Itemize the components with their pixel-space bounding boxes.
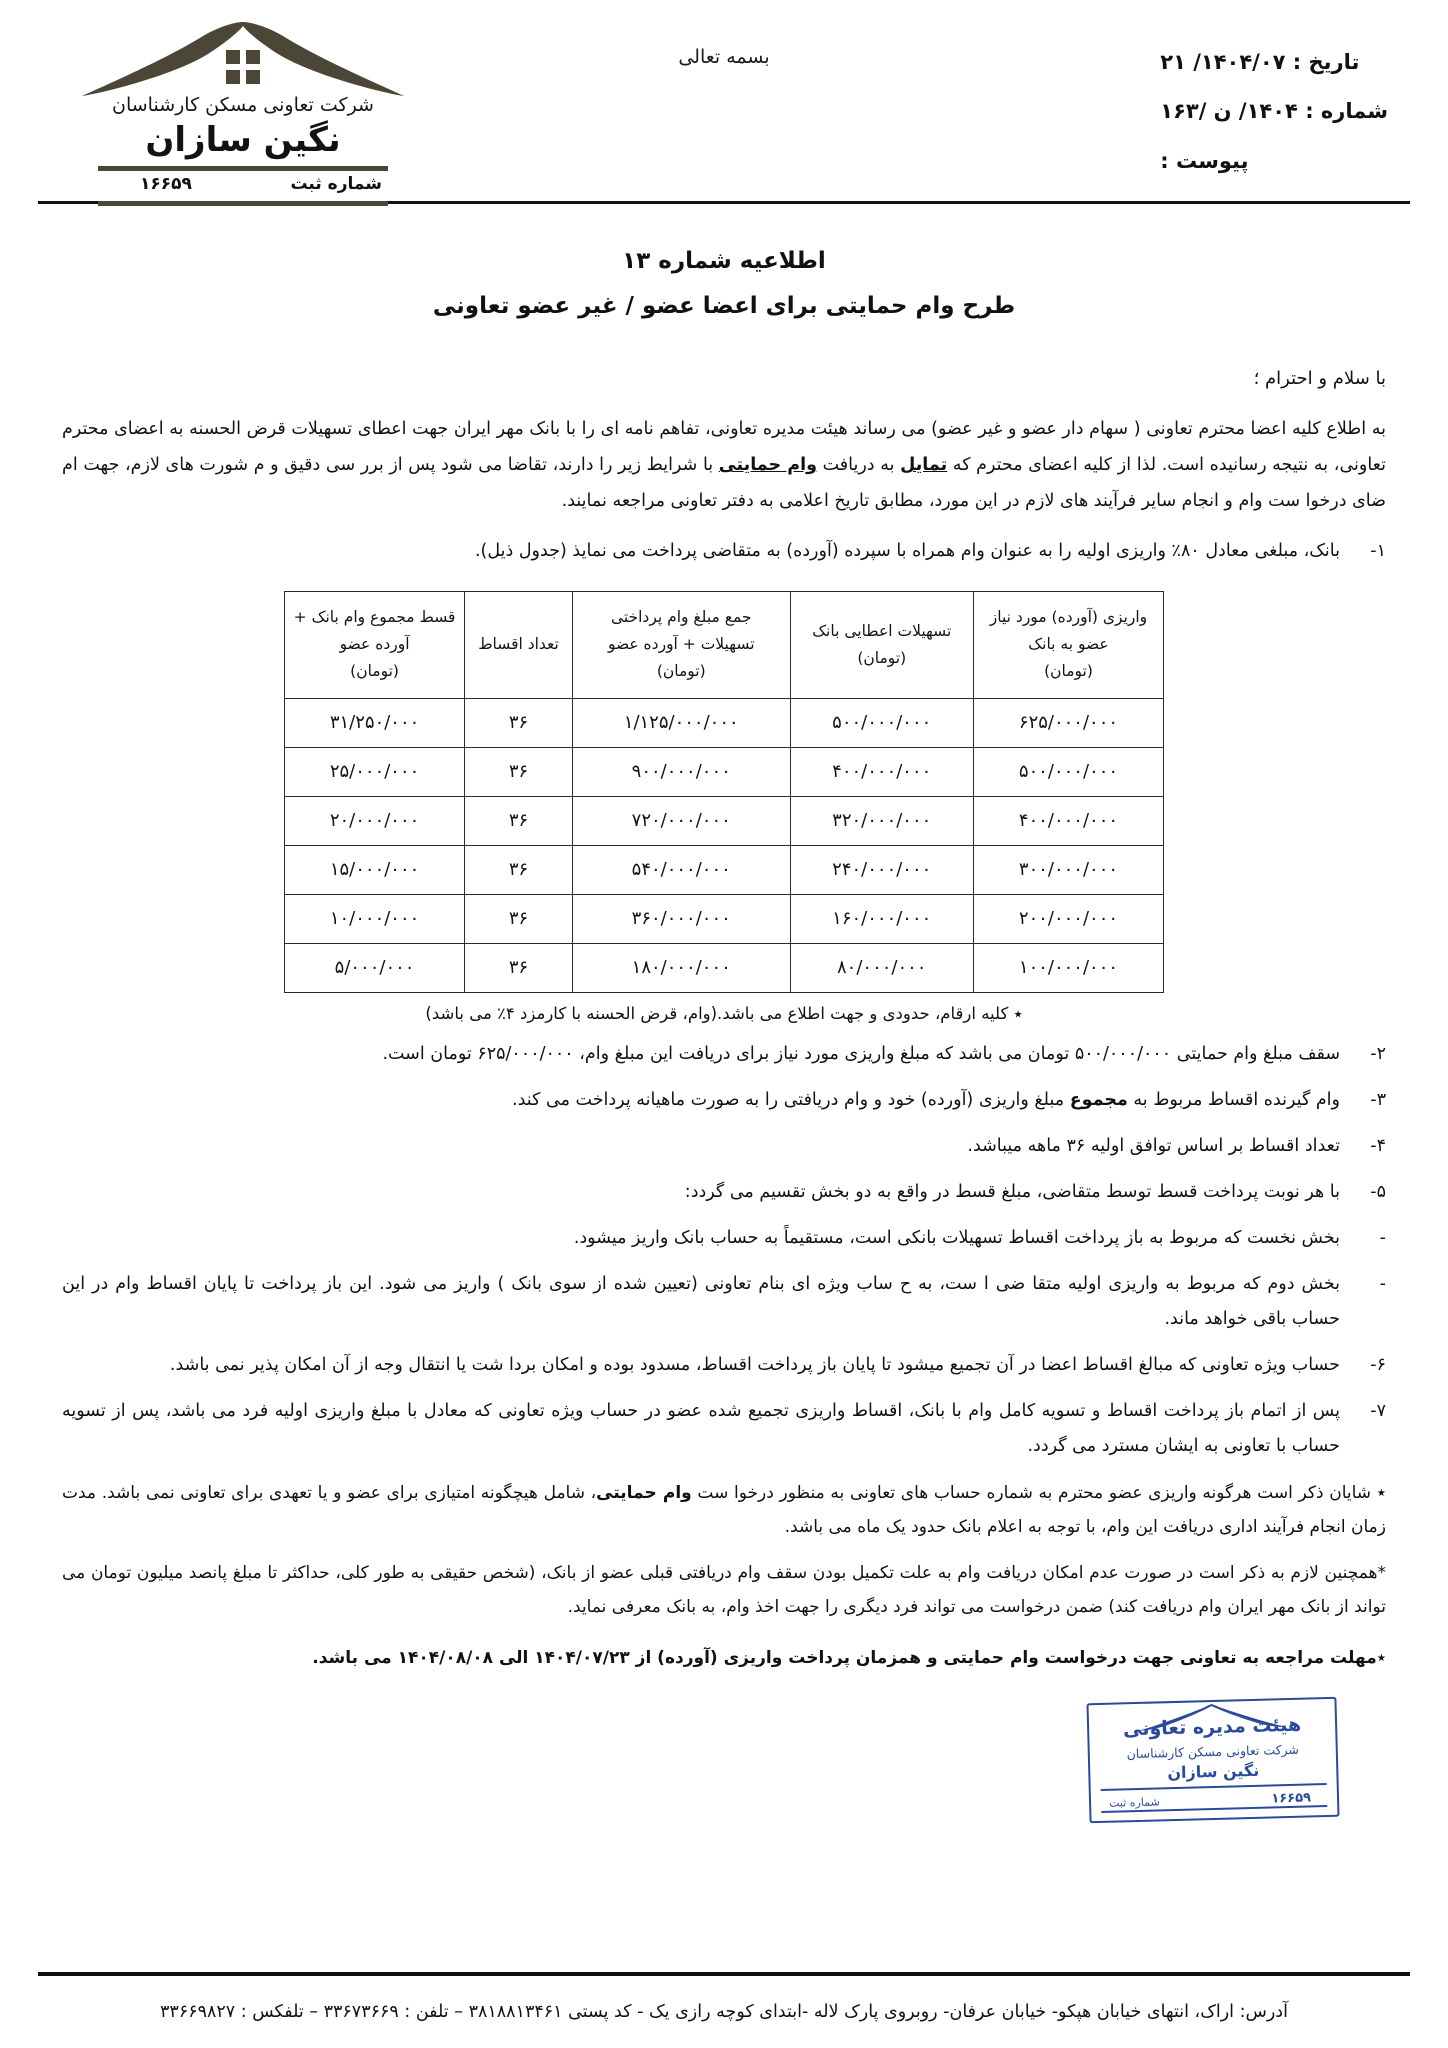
cell-total-loan: ۳۶۰/۰۰۰/۰۰۰ — [572, 894, 790, 943]
footer-divider — [38, 1972, 1410, 1976]
cell-bank-facility: ۳۲۰/۰۰۰/۰۰۰ — [790, 796, 973, 845]
stamp-registration-label: شماره ثبت — [1108, 1795, 1160, 1810]
clause-item-2 — [62, 1037, 1386, 1072]
deadline-note: ٭مهلت مراجعه به تعاونی جهت درخواست وام حمایتی و همزمان پرداخت واریزی (آورده) از ۱۴۰۴/۰۷/۲۳ الی ۱۴۰۴/۰۸/۰۸ می باشد. — [312, 1647, 1386, 1668]
cell-installment-amount: ۳۱/۲۵۰/۰۰۰ — [285, 698, 465, 747]
clause-list-upper — [62, 534, 1386, 569]
cell-installment-count: ۳۶ — [465, 894, 573, 943]
header-number — [1160, 87, 1388, 136]
header-number-label: شماره : — [1305, 99, 1388, 124]
registration-number: ۱۶۶۵۹ — [140, 174, 192, 194]
table-row — [285, 698, 1164, 747]
header-line: تسهیلات + آورده عضو — [607, 635, 755, 654]
note-pre: ٭ شایان ذکر است هرگونه واریزی عضو محترم به شماره حساب های تعاونی به منظور درخوا ست — [691, 1482, 1386, 1503]
document-body — [0, 248, 1448, 1674]
stamp-inner — [1086, 1697, 1339, 1824]
header-line: (تومان) — [656, 662, 706, 681]
header-line: تعداد اقساط — [478, 635, 559, 654]
header-attachment — [1160, 137, 1388, 186]
cell-installment-count: ۳۶ — [465, 845, 573, 894]
cell-installment-amount: ۵/۰۰۰/۰۰۰ — [285, 943, 465, 992]
clause-marker: - — [1379, 1273, 1386, 1294]
cell-deposit: ۱۰۰/۰۰۰/۰۰۰ — [973, 943, 1163, 992]
header-number-value: ۱۴۰۴/ ن /۱۶۳ — [1160, 99, 1298, 124]
stamp-title: هیئت مدیره تعاونی — [1122, 1713, 1302, 1741]
cell-total-loan: ۱/۱۲۵/۰۰۰/۰۰۰ — [572, 698, 790, 747]
bismillah-text: بسمه تعالی — [678, 46, 770, 68]
cell-installment-count: ۳۶ — [465, 698, 573, 747]
clause-text: بانک، مبلغی معادل ۸۰٪ واریزی اولیه را به عنوان وام همراه با سپرده (آورده) به متقاضی پرداخت می نمایذ (جدول ذیل). — [474, 540, 1340, 561]
clause-item-6 — [62, 1348, 1386, 1383]
intro-part3: با شرایط زیر را دارند، تقاضا می شود پس از برر سی دقیق و م شورت های لازم، جهت ام ضای درخوا ست وام و انجام سایر فرآیند های لازم در این مورد، مطابق تاریخ اعلامی به دفتر تعاونی مراجعه نمایند. — [62, 455, 1386, 512]
company-name-line: شرکت تعاونی مسکن کارشناسان — [112, 94, 374, 116]
clause-text: پس از اتمام باز پرداخت اقساط و تسویه کامل وام با بانک، اقساط واریزی تجمیع شده عضو در حساب ویژه تعاونی که معادل با مبلغ واریزی اولیه فرد می باشد، پس از تسویه حساب با تعاونی به ایشان مسترد می گردد. — [62, 1400, 1340, 1456]
clause-item-7 — [62, 1394, 1386, 1464]
stamp-company: شرکت تعاونی مسکن کارشناسان — [1126, 1741, 1300, 1762]
header-line: قسط مجموع وام بانک + — [293, 607, 456, 626]
cell-deposit: ۲۰۰/۰۰۰/۰۰۰ — [973, 894, 1163, 943]
cell-installment-count: ۳۶ — [465, 943, 573, 992]
clause-marker: ۲- — [1370, 1043, 1386, 1064]
note-post: ، شامل هیچگونه امتیازی برای عضو و یا تعهدی برای تعاونی نمی باشد. مدت زمان انجام فرآیند اداری دریافت این وام، با توجه به اعلام بانک حدود یک ماه می باشد. — [62, 1482, 1386, 1537]
cell-total-loan: ۹۰۰/۰۰۰/۰۰۰ — [572, 747, 790, 796]
header-line: (تومان) — [350, 662, 399, 681]
header-line: جمع مبلغ وام پرداختی — [610, 607, 752, 626]
header-cell-total-loan — [572, 591, 790, 698]
cell-bank-facility: ۱۶۰/۰۰۰/۰۰۰ — [790, 894, 973, 943]
clause-item-5b — [62, 1267, 1386, 1337]
table-header-row — [285, 591, 1164, 698]
cell-deposit: ۶۲۵/۰۰۰/۰۰۰ — [973, 698, 1163, 747]
loan-table-wrapper — [284, 591, 1164, 1023]
table-row — [285, 894, 1164, 943]
clause-marker: ۷- — [1370, 1400, 1386, 1421]
clause-text: حساب ویژه تعاونی که مبالغ اقساط اعضا در آن تجمیع میشود تا پایان باز پرداخت اقساط، مسدود بوده و امکان بردا شت یا انتقال وجه از آن امکان پذیر نمی باشد. — [169, 1354, 1340, 1375]
document-header — [0, 0, 1448, 195]
loan-table-head — [285, 591, 1164, 698]
note-pre: *همچنین لازم به ذکر است در صورت عدم امکان دریافت وام به علت تکمیل بودن سقف وام دریافتی قبلی عضو از بانک، (شخص حقیقی به طور کلی، حداکثر تا مبلغ پانصد میلیون تومان می تواند از بانک مهر ایران وام دریافت کند) ضمن درخواست می تواند فرد دیگری را جهت اخذ وام، به بانک معرفی نماید. — [62, 1562, 1386, 1617]
cell-bank-facility: ۲۴۰/۰۰۰/۰۰۰ — [790, 845, 973, 894]
cell-bank-facility: ۸۰/۰۰۰/۰۰۰ — [790, 943, 973, 992]
header-line: آورده عضو — [339, 635, 410, 654]
header-line: (تومان) — [857, 648, 907, 667]
cell-bank-facility: ۵۰۰/۰۰۰/۰۰۰ — [790, 698, 973, 747]
announcement-subtitle: طرح وام حمایتی برای اعضا عضو / غیر عضو تعاونی — [432, 293, 1016, 319]
clause-list-lower — [62, 1037, 1386, 1464]
cell-deposit: ۴۰۰/۰۰۰/۰۰۰ — [973, 796, 1163, 845]
company-logo-block — [78, 22, 408, 206]
header-line: عضو به بانک — [1028, 635, 1109, 654]
board-of-directors-stamp — [1086, 1697, 1339, 1824]
house-roof-logo-icon — [78, 22, 408, 100]
clause-marker: ۱- — [1370, 540, 1386, 561]
cell-installment-count: ۳۶ — [465, 747, 573, 796]
cell-deposit: ۳۰۰/۰۰۰/۰۰۰ — [973, 845, 1163, 894]
intro-part2: به دریافت — [816, 455, 901, 476]
brand-name: نگین سازان — [145, 120, 341, 160]
note-item-1 — [62, 1476, 1386, 1544]
intro-bold-loan: وام حمایتی — [718, 455, 817, 476]
cell-installment-amount: ۲۵/۰۰۰/۰۰۰ — [285, 747, 465, 796]
cell-total-loan: ۵۴۰/۰۰۰/۰۰۰ — [572, 845, 790, 894]
intro-paragraph — [62, 411, 1386, 520]
clause-text: تعداد اقساط بر اساس توافق اولیه ۳۶ ماهه میباشد. — [967, 1135, 1340, 1156]
cell-installment-amount: ۲۰/۰۰۰/۰۰۰ — [285, 796, 465, 845]
clause-marker: ۵- — [1370, 1181, 1386, 1202]
header-line: تسهیلات اعطایی بانک — [812, 621, 952, 640]
clause-text: با هر نوبت پرداخت قسط توسط متقاضی، مبلغ قسط در واقع به دو بخش تقسیم می گردد: — [684, 1181, 1340, 1202]
clause-marker: ۳- — [1370, 1089, 1386, 1110]
registration-band — [98, 166, 388, 206]
cell-total-loan: ۷۲۰/۰۰۰/۰۰۰ — [572, 796, 790, 845]
loan-table-body — [285, 698, 1164, 992]
header-cell-installment-count — [465, 591, 573, 698]
clause-text — [62, 1083, 1340, 1118]
clause-item-1 — [62, 534, 1386, 569]
header-cell-bank-facility — [790, 591, 973, 698]
table-footnote: ٭ کلیه ارقام، حدودی و جهت اطلاع می باشد.(وام، قرض الحسنه با کارمزد ۴٪ می باشد) — [425, 1003, 1023, 1023]
clause-text: سقف مبلغ وام حمایتی ۵۰۰/۰۰۰/۰۰۰ تومان می باشد که مبلغ واریزی مورد نیاز برای دریافت این مبلغ وام، ۶۲۵/۰۰۰/۰۰۰ تومان است. — [382, 1043, 1340, 1064]
clause-text: بخش نخست که مربوط به باز پرداخت اقساط تسهیلات بانکی است، مستقیماً به حساب بانک واریز میشود. — [573, 1227, 1340, 1248]
header-meta-block — [1160, 38, 1388, 186]
clause-item-5a — [62, 1221, 1386, 1256]
header-date — [1160, 38, 1388, 87]
clause-marker: ۶- — [1370, 1354, 1386, 1375]
header-line: واریزی (آورده) مورد نیاز — [989, 607, 1148, 626]
cell-deposit: ۵۰۰/۰۰۰/۰۰۰ — [973, 747, 1163, 796]
clause-item-5 — [62, 1175, 1386, 1210]
loan-table — [284, 591, 1164, 993]
note-item-2 — [62, 1556, 1386, 1624]
header-date-label: تاریخ : — [1292, 50, 1360, 74]
intro-bold-tamayol: تمایل — [900, 455, 948, 476]
announcement-title: اطلاعیه شماره ۱۳ — [622, 248, 826, 274]
clause-marker: ۴- — [1370, 1135, 1386, 1156]
clause-item-4 — [62, 1129, 1386, 1164]
clause-text: بخش دوم که مربوط به واریزی اولیه متقا ضی ا ست، به ح ساب ویژه ای بنام تعاونی (تعیین شده از سوی بانک ) واریز می شود. این باز پرداخت تا پایان اقساط وام در این حساب باقی خواهد ماند. — [62, 1273, 1340, 1329]
header-cell-installment-amount — [285, 591, 465, 698]
header-date-value: ۱۴۰۴/۰۷/ ۲۱ — [1160, 50, 1286, 74]
cell-installment-count: ۳۶ — [465, 796, 573, 845]
table-row — [285, 845, 1164, 894]
note-bold-loan: وام حمایتی — [596, 1482, 692, 1503]
clause-text-pre: وام گیرنده اقساط مربوط به — [1127, 1089, 1340, 1110]
intro-part1: به اطلاع کلیه اعضا محترم تعاونی ( سهام دار عضو و غیر عضو) می رساند هیئت مدیره تعاونی، تفاهم نامه ای را با بانک مهر ایران جهت اعطای تسهیلات قرض الحسنه به اعضای محترم تعاونی، به نتیجه رسانیده است. لذا از کلیه اعضای محترم که — [62, 419, 1386, 476]
clause-marker: - — [1379, 1227, 1386, 1248]
header-line: (تومان) — [1044, 662, 1093, 681]
registration-label: شماره ثبت — [290, 174, 382, 194]
document-footer — [0, 1972, 1448, 2048]
cell-total-loan: ۱۸۰/۰۰۰/۰۰۰ — [572, 943, 790, 992]
footer-address: آدرس: اراک، انتهای خیابان هپکو- خیابان عرفان- روبروی پارک لاله -ابتدای کوچه رازی یک - کد پستی ۳۸۱۸۸۱۳۴۶۱ – تلفن : ۳۳۶۷۳۶۶۹ – تلفکس : ۳۳۶۶۹۸۲۷ — [160, 2002, 1288, 2022]
greeting-text: با سلام و احترام ؛ — [1253, 368, 1386, 389]
cell-installment-amount: ۱۵/۰۰۰/۰۰۰ — [285, 845, 465, 894]
clause-item-3 — [62, 1083, 1386, 1118]
title-block — [62, 248, 1386, 319]
stamp-brand: نگین سازان — [1167, 1760, 1260, 1783]
cell-bank-facility: ۴۰۰/۰۰۰/۰۰۰ — [790, 747, 973, 796]
stamp-registration-number: ۱۶۶۵۹ — [1271, 1790, 1312, 1807]
header-attachment-label: پیوست : — [1160, 148, 1249, 173]
clause-text-bold: مجموع — [1069, 1089, 1128, 1110]
table-row — [285, 747, 1164, 796]
clause-text-post: مبلغ واریزی (آورده) خود و وام دریافتی را به صورت ماهیانه پرداخت می کند. — [512, 1089, 1070, 1110]
header-cell-deposit — [973, 591, 1163, 698]
table-row — [285, 796, 1164, 845]
table-row — [285, 943, 1164, 992]
cell-installment-amount: ۱۰/۰۰۰/۰۰۰ — [285, 894, 465, 943]
